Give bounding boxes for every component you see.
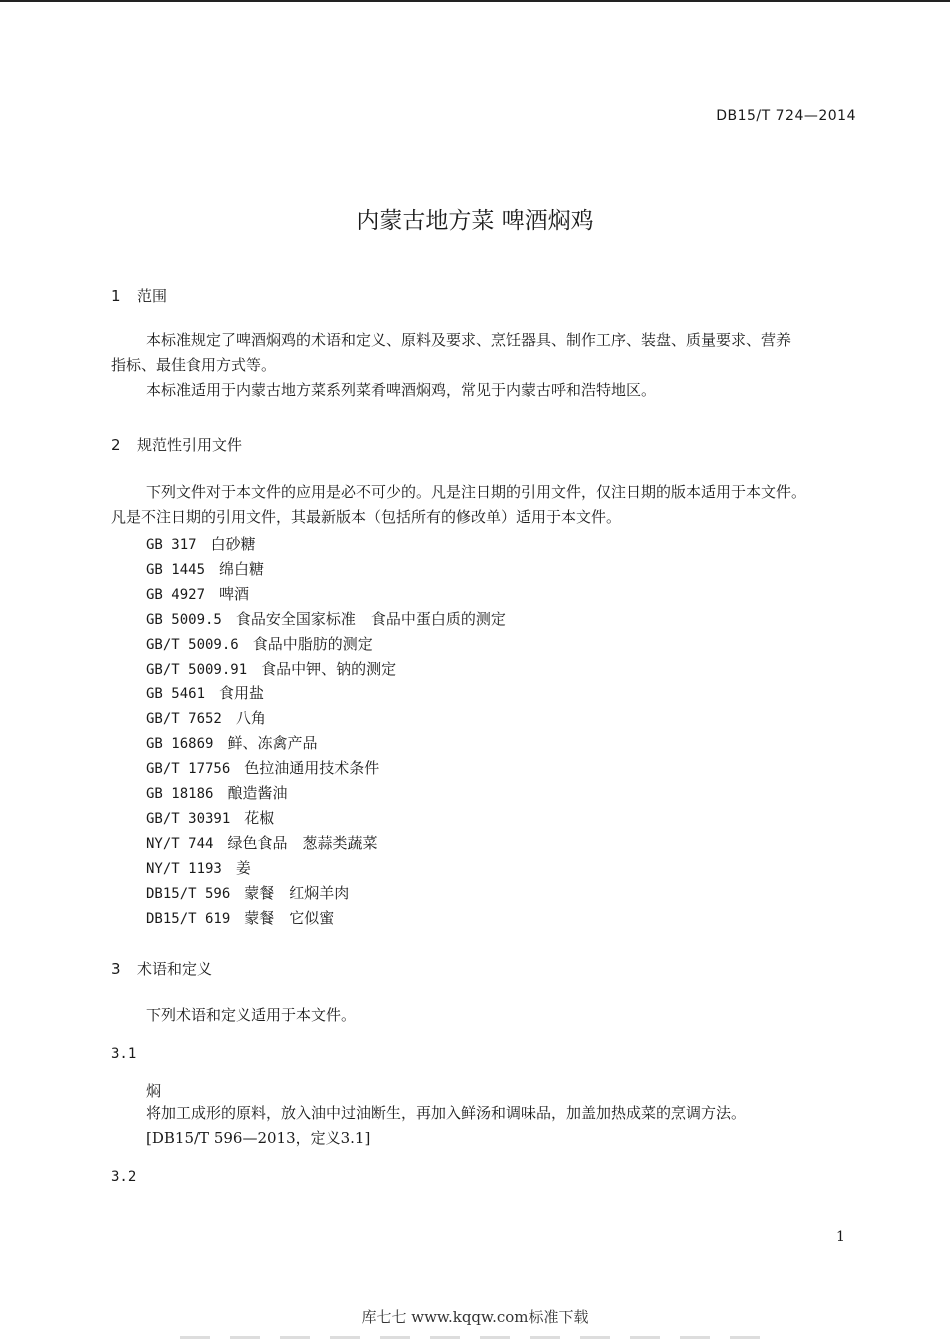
reference-item — [146, 757, 379, 778]
reference-title: 姜 — [235, 858, 251, 877]
reference-title: 酿造酱油 — [227, 784, 288, 802]
reference-title: 绵白糖 — [219, 559, 265, 578]
reference-code: DB15/T 596 — [146, 885, 231, 902]
reference-item — [146, 533, 256, 554]
section-3-intro: 下列术语和定义适用于本文件。 — [146, 1006, 357, 1024]
reference-item — [146, 608, 506, 629]
document-code: DB15/T 724—2014 — [716, 108, 856, 124]
section-1-para-1-line-2: 指标、最佳食用方式等。 — [111, 356, 277, 374]
section-number: 1 — [111, 287, 121, 305]
reference-item — [146, 682, 264, 703]
reference-code: GB 16869 — [146, 736, 214, 753]
section-1-para-2: 本标准适用于内蒙古地方菜系列菜肴啤酒焖鸡，常见于内蒙古呼和浩特地区。 — [146, 381, 657, 399]
reference-code: GB 5461 — [146, 686, 206, 703]
section-2-intro-line-1: 下列文件对于本文件的应用是必不可少的。凡是注日期的引用文件，仅注日期的版本适用于本文件。 — [146, 483, 807, 501]
section-number: 3 — [111, 960, 121, 978]
term-3-1-number: 3.1 — [111, 1046, 137, 1062]
reference-item — [146, 832, 377, 853]
term-3-1-definition: 将加工成形的原料，放入油中过油断生，再加入鲜汤和调味品，加盖加热成菜的烹调方法。 — [146, 1104, 747, 1122]
reference-item — [146, 583, 249, 604]
reference-item — [146, 807, 274, 828]
reference-item — [146, 658, 396, 679]
reference-code: DB15/T 619 — [146, 910, 231, 927]
reference-item — [146, 732, 317, 753]
reference-code: GB/T 7652 — [146, 711, 222, 728]
page-number: 1 — [836, 1229, 845, 1245]
section-2-intro-line-2: 凡是不注日期的引用文件，其最新版本（包括所有的修改单）适用于本文件。 — [111, 508, 622, 526]
reference-code: GB 4927 — [146, 586, 206, 603]
reference-item — [146, 907, 334, 928]
section-3-heading — [111, 958, 212, 979]
reference-title: 八角 — [235, 709, 266, 728]
section-2-heading — [111, 434, 242, 455]
section-number: 2 — [111, 436, 121, 454]
term-3-1-name: 焖 — [146, 1082, 162, 1100]
term-3-2-number: 3.2 — [111, 1169, 137, 1185]
page-top-border — [0, 0, 950, 2]
section-1-heading — [111, 285, 167, 306]
reference-code: GB/T 5009.6 — [146, 636, 239, 653]
reference-title: 食品中钾、钠的测定 — [261, 659, 397, 678]
document-title: 内蒙古地方菜 啤酒焖鸡 — [356, 208, 594, 234]
reference-title: 食品中脂肪的测定 — [252, 634, 373, 653]
reference-code: GB/T 17756 — [146, 761, 231, 778]
reference-code: GB/T 5009.91 — [146, 661, 248, 678]
section-1-para-1-line-1: 本标准规定了啤酒焖鸡的术语和定义、原料及要求、烹饪器具、制作工序、装盘、质量要求、营养 — [146, 331, 792, 349]
footer-watermark: 库七七 www.kqqw.com标准下载 — [361, 1308, 589, 1326]
reference-title: 花椒 — [244, 808, 275, 827]
reference-title: 色拉油通用技术条件 — [244, 759, 380, 778]
reference-item — [146, 707, 266, 728]
reference-title: 蒙餐 红焖羊肉 — [244, 883, 350, 902]
section-title: 术语和定义 — [137, 960, 213, 978]
reference-code: NY/T 1193 — [146, 860, 222, 877]
reference-title: 白砂糖 — [210, 535, 256, 553]
reference-code: GB 317 — [146, 537, 197, 553]
reference-code: GB 5009.5 — [146, 611, 222, 628]
reference-title: 绿色食品 葱蒜类蔬菜 — [227, 833, 378, 852]
scan-artifact — [180, 1336, 780, 1339]
reference-code: GB/T 30391 — [146, 810, 231, 827]
reference-title: 蒙餐 它似蜜 — [244, 908, 335, 927]
section-title: 范围 — [137, 287, 168, 305]
reference-title: 鲜、冻禽产品 — [227, 734, 318, 753]
reference-item — [146, 857, 251, 878]
reference-code: GB 1445 — [146, 561, 206, 578]
section-title: 规范性引用文件 — [137, 436, 243, 454]
reference-title: 食品安全国家标准 食品中蛋白质的测定 — [235, 609, 506, 628]
term-3-1-source: [DB15/T 596—2013，定义3.1] — [146, 1129, 371, 1147]
reference-code: NY/T 744 — [146, 835, 214, 852]
reference-item — [146, 558, 264, 579]
reference-item — [146, 782, 287, 803]
reference-code: GB 18186 — [146, 786, 214, 802]
reference-item — [146, 882, 349, 903]
reference-title: 食用盐 — [219, 684, 265, 703]
reference-item — [146, 633, 373, 654]
reference-title: 啤酒 — [219, 584, 250, 603]
